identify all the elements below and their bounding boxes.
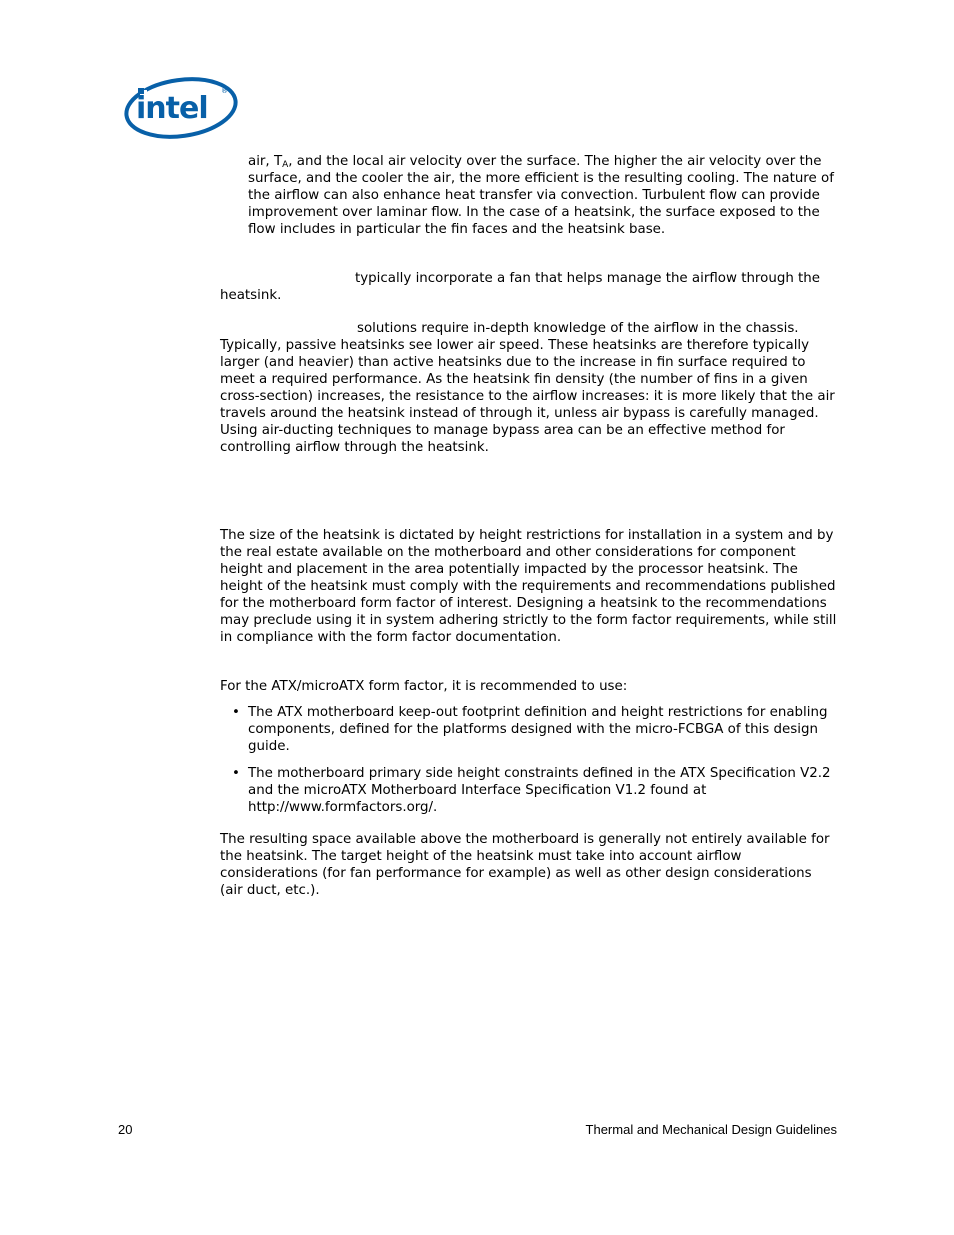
document-title: Thermal and Mechanical Design Guidelines (585, 1122, 837, 1137)
list-item (220, 765, 838, 816)
intel-logo (124, 74, 240, 140)
paragraph-active-heatsinks (220, 270, 838, 304)
para2-text: typically incorporate a fan that helps manage the airflow through the heatsink. (220, 271, 821, 303)
paragraph-atx-intro: For the ATX/microATX form factor, it is recommended to use: (220, 679, 628, 694)
list-item-text: The ATX motherboard keep-out footprint definition and height restrictions for enabling components, defined for the platforms designed with the micro-FCBGA of this design guide. (248, 705, 828, 754)
bullet-dot: • (232, 705, 240, 720)
para1-start: air, T (248, 154, 283, 169)
para1-subscript: A (282, 160, 289, 170)
svg-text:®: ® (221, 87, 228, 95)
page-number: 20 (118, 1122, 133, 1137)
paragraph-heatsink-size: The size of the heatsink is dictated by height restrictions for installation in a system and by the real estate available on the motherboard and other considerations for component height and placement in the area potentially impacted by the processor heatsink. The height of the heatsink must comply with the requirements and recommendations published for the motherboard form factor of interest. Designing a heatsink to the recommendations may preclude using it in system adhering strictly to the form factor requirements, while still in compliance with the form factor documentation. (220, 528, 837, 645)
para1-rest: , and the local air velocity over the surface. The higher the air velocity over the surface, and the cooler the air, the more efficient is the resulting cooling. The nature of the airflow can also enhance heat transfer via convection. Turbulent flow can provide improvement over laminar flow. In the case of a heatsink, the surface exposed to the flow includes in particular the fin faces and the heatsink base. (248, 154, 834, 237)
recommendation-list (220, 704, 838, 826)
list-item-text: The motherboard primary side height constraints defined in the ATX Specification V2.2 and the microATX Motherboard Interface Specification V1.2 found at http://www.formfactors.org/. (248, 766, 831, 815)
paragraph-passive-heatsinks (220, 320, 838, 456)
bullet-dot: • (232, 766, 240, 781)
svg-text:intel: intel (136, 91, 208, 126)
paragraph-resulting-space: The resulting space available above the motherboard is generally not entirely available for the heatsink. The target height of the heatsink must take into account airflow considerations (for fan performance for example) as well as other design considerations (air duct, etc.). (220, 832, 830, 898)
paragraph-airflow-velocity (248, 153, 838, 238)
list-item (220, 704, 838, 755)
para3-text: solutions require in-depth knowledge of the airflow in the chassis. Typically, passive heatsinks see lower air speed. These heatsinks are therefore typically larger (and heavier) than active heatsinks due to the increase in fin surface required to meet a required performance. As the heatsink fin density (the number of fins in a given cross-section) increases, the resistance to the airflow increases: it is more likely that the air travels around the heatsink instead of through it, unless air bypass is carefully managed. Using air-ducting techniques to manage bypass area can be an effective method for controlling airflow through the heatsink. (220, 321, 835, 455)
